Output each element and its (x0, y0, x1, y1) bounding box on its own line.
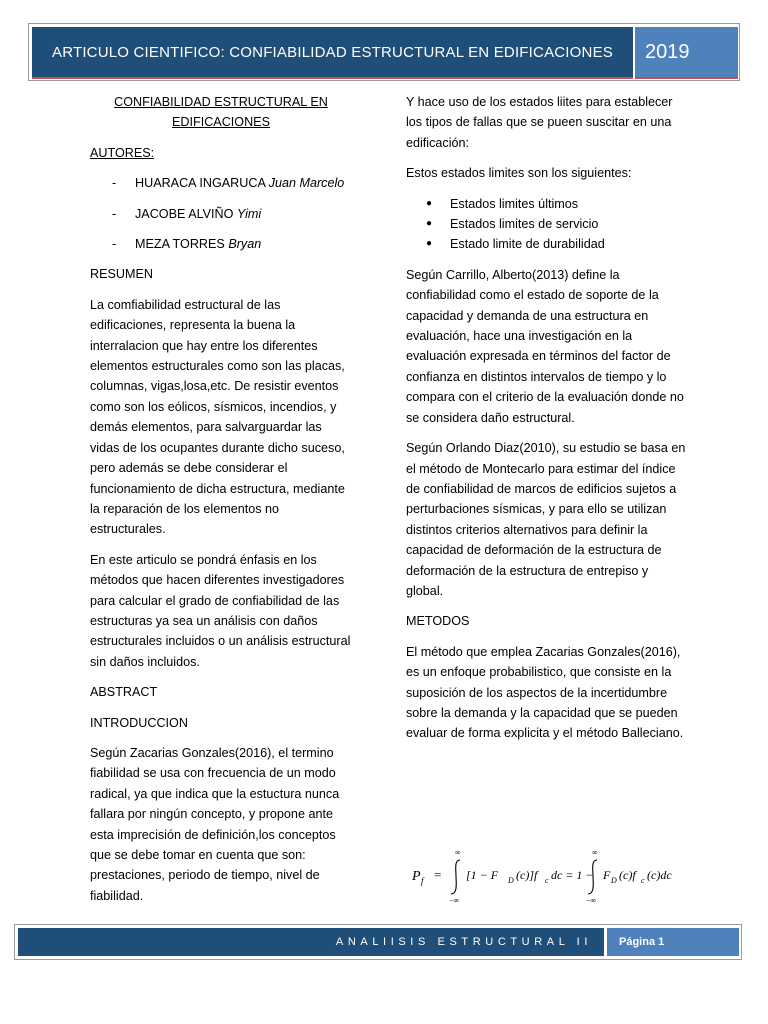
article-title (90, 92, 352, 133)
formula-integrand-1: [1 − F (466, 868, 499, 882)
formula-dc: dc = 1 − (551, 868, 594, 882)
author-dash: - (112, 237, 117, 252)
page-number: Página 1 (607, 928, 739, 956)
resumen-heading: RESUMEN (90, 267, 153, 282)
author-surname: MEZA TORRES (135, 237, 225, 252)
right-paragraph-1: Y hace uso de los estados liites para establecer los tipos de fallas que se pueen suscitar en una edificación: (406, 95, 673, 150)
right-paragraph-5: El método que emplea Zacarias Gonzales(2016), es un enfoque probabilistico, que consiste en la suposición de los aspectos de la incertidumbre sobre la demanda y la capacidad que se pueden evaluar de forma explicita y el método Balleciano. (406, 644, 684, 741)
author-dash: - (112, 176, 117, 191)
formula-sub-c: c (545, 876, 549, 885)
author-item (90, 204, 352, 224)
page-footer (14, 924, 742, 960)
author-given: Bryan (228, 237, 262, 252)
formula-lhs: P (412, 869, 421, 884)
authors-label: AUTORES: (90, 145, 155, 160)
bullet-icon: ● (426, 197, 433, 209)
limit-states-list (406, 194, 686, 255)
list-item-text: Estados limites de servicio (450, 217, 599, 232)
article-title-line2: EDIFICACIONES (172, 115, 270, 130)
article-title-line1: CONFIABILIDAD ESTRUCTURAL EN (114, 95, 328, 109)
formula-part-c: (c)]f (516, 868, 538, 882)
author-surname: HUARACA INGARUCA (135, 176, 266, 191)
author-item (90, 173, 352, 193)
formula-eq: = (434, 867, 442, 882)
reliability-formula (410, 846, 690, 904)
header-year: 2019 (635, 27, 738, 79)
list-item (406, 194, 686, 214)
left-column (90, 92, 352, 916)
int-upper-2: ∞ (592, 848, 598, 857)
author-dash: - (112, 206, 117, 221)
resumen-paragraph-1: La comfiabilidad estructural de las edificaciones, representa la buena la interralacion que hay entre los diferentes elementos estructurales como son las placas, columnas, vigas,losa,etc. De resistir eventos como son los eólicos, sísmicos, incendios, y demás elementos, para salvarguardar las vidas de los ocupantes durante dicho suceso, pero además se debe considerar el funcionamiento de dicha estructura, mediante la reparación de los elementos no estructurales. (90, 297, 345, 537)
list-item-text: Estado limite de durabilidad (450, 237, 605, 252)
formula-lhs-sub: f (421, 876, 424, 886)
page-header (28, 23, 740, 81)
intro-paragraph: Según Zacarias Gonzales(2016), el termino fiabilidad se usa con frecuencia de un modo radical, ya que indica que la estuctura nunca fallara por ningún concepto, y propone ante esta imprecisión de definición,los conceptos que se debe tomar en cuenta que son: prestaciones, periodo de tiempo, nivel de fiabilidad. (90, 745, 340, 903)
formula-part-2: (c)f (619, 868, 636, 882)
list-item (406, 214, 686, 234)
formula-sub-d: D (508, 876, 514, 885)
int-upper-1: ∞ (455, 848, 461, 857)
author-surname: JACOBE ALVIÑO (135, 206, 234, 221)
formula-sub-c-2: c (641, 876, 645, 885)
formula-part-2-end: (c)dc (647, 868, 672, 882)
list-item (406, 234, 686, 254)
list-item-text: Estados limites últimos (450, 196, 579, 211)
header-title: ARTICULO CIENTIFICO: CONFIABILIDAD ESTRUCTURAL EN EDIFICACIONES (32, 27, 633, 79)
right-column (406, 92, 686, 754)
metodos-heading: METODOS (406, 614, 470, 629)
resumen-paragraph-2: En este articulo se pondrá énfasis en los métodos que hacen diferentes investigadores para calcular el grado de confiabilidad de las estructuras ya sea un análisis con daños estructurales incluidos o un análisis estructural sin daños incluidos. (90, 552, 351, 669)
abstract-heading: ABSTRACT (90, 685, 158, 700)
formula-integrand-2: F (603, 868, 611, 882)
right-paragraph-4: Según Orlando Diaz(2010), su estudio se basa en el método de Montecarlo para estimar del índice de confiabilidad de marcos de edificios sujetos a perturbaciones sísmicas, y para ello se utilizan distintos criterios alternativos para definir la capacidad de deformación de la estructura de deformación de la estructura de entrepiso y global. (406, 441, 686, 598)
formula-sub-d-2: D (611, 876, 617, 885)
footer-label: ANALIISIS ESTRUCTURAL II (18, 928, 604, 956)
author-item (90, 234, 352, 254)
int-lower-2: −∞ (586, 896, 597, 904)
author-given: Juan Marcelo (268, 176, 345, 191)
integral-sign-1 (451, 860, 460, 894)
int-lower-1: −∞ (449, 896, 460, 904)
bullet-icon: ● (426, 218, 433, 230)
author-given: Yimi (236, 206, 262, 221)
right-paragraph-3: Según Carrillo, Alberto(2013) define la confiabilidad como el estado de soporte de la capacidad y demanda de una estructura en evaluación, hace una investigación en la evaluación expresada en términos del factor de confianza en distintos intervalos de tiempo y lo compara con el criterio de la evaluación donde no se considera daño estructural. (406, 267, 684, 425)
right-paragraph-2: Estos estados limites son los siguientes: (406, 166, 632, 181)
intro-heading: INTRODUCCION (90, 715, 188, 730)
bullet-icon: ● (426, 238, 433, 250)
